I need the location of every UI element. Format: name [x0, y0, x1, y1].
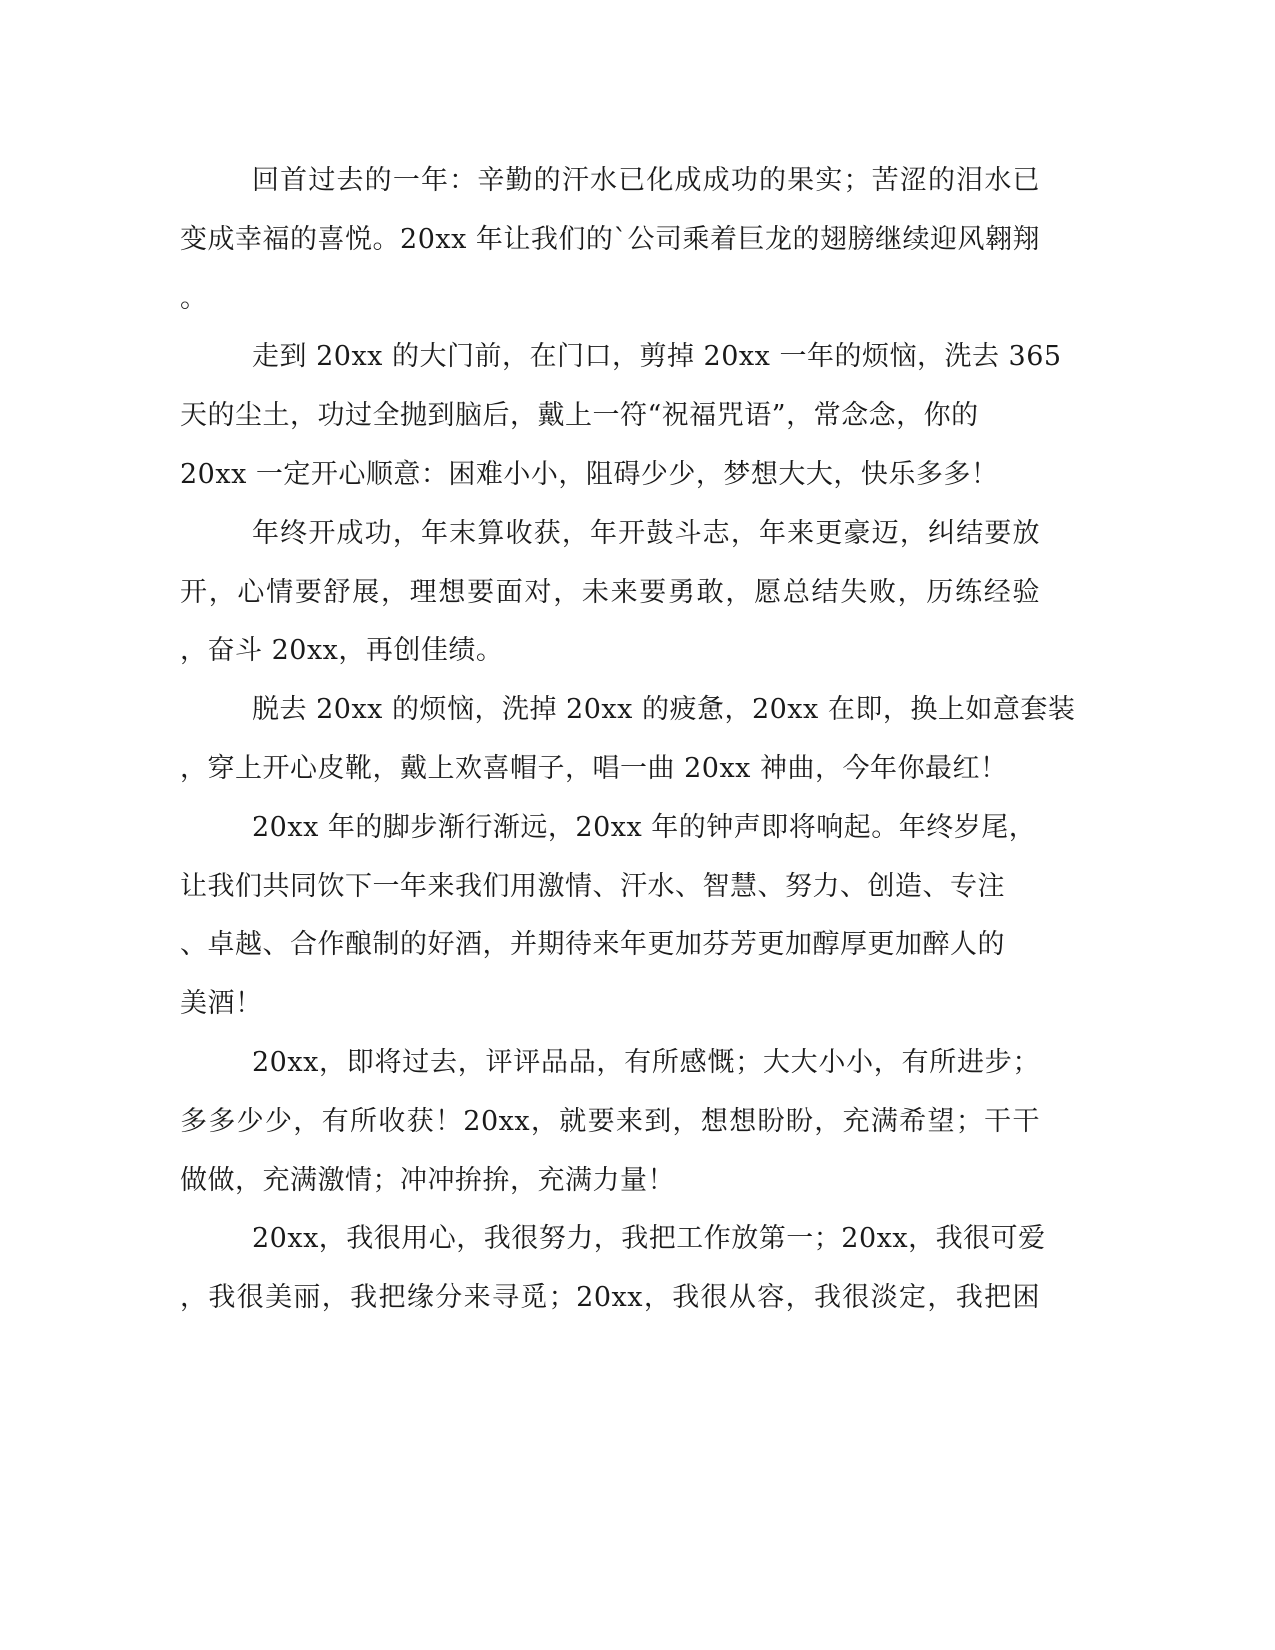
document-body — [180, 152, 1076, 1328]
paragraph-5-line-1: 20xx 年的脚步渐行渐远，20xx 年的钟声即将响起。年终岁尾， — [252, 811, 1037, 843]
paragraph-6-line-3: 做做，充满激情；冲冲拚拚，充满力量！ — [180, 1164, 675, 1196]
paragraph-1-line-2: 变成幸福的喜悦。20xx 年让我们的`公司乘着巨龙的翅膀继续迎风翱翔 — [180, 223, 1040, 255]
paragraph-3-line-2: 开，心情要舒展，理想要面对，未来要勇敢，愿总结失败，历练经验 — [180, 576, 1040, 608]
paragraph-3-line-1: 年终开成功，年末算收获，年开鼓斗志，年来更豪迈，纠结要放 — [252, 517, 1040, 549]
paragraph-2-line-3: 20xx 一定开心顺意：困难小小，阻碍少少，梦想大大，快乐多多！ — [180, 458, 999, 490]
paragraph-5-line-3: 、卓越、合作酿制的好酒，并期待来年更加芬芳更加醇厚更加醉人的 — [180, 929, 1005, 961]
paragraph-1-line-1: 回首过去的一年：辛勤的汗水已化成成功的果实；苦涩的泪水已 — [252, 165, 1040, 196]
paragraph-5-line-2: 让我们共同饮下一年来我们用激情、汗水、智慧、努力、创造、专注 — [180, 870, 1005, 902]
paragraph-2-line-2: 天的尘土，功过全抛到脑后，戴上一符“祝福咒语”，常念念，你的 — [180, 400, 979, 432]
paragraph-1-line-3: 。 — [180, 282, 208, 314]
paragraph-6-line-1: 20xx，即将过去，评评品品，有所感慨；大大小小，有所进步； — [252, 1046, 1040, 1078]
paragraph-4-line-1: 脱去 20xx 的烦恼，洗掉 20xx 的疲惫，20xx 在即，换上如意套装 — [252, 694, 1076, 726]
paragraph-6-line-2: 多多少少，有所收获！20xx，就要来到，想想盼盼，充满希望；干干 — [180, 1105, 1040, 1137]
paragraph-2-line-1: 走到 20xx 的大门前，在门口，剪掉 20xx 一年的烦恼，洗去 365 — [252, 341, 1062, 373]
paragraph-7-line-1: 20xx，我很用心，我很努力，我把工作放第一；20xx，我很可爱 — [252, 1223, 1046, 1255]
paragraph-3-line-3: ，奋斗 20xx，再创佳绩。 — [180, 635, 504, 667]
paragraph-5-line-4: 美酒！ — [180, 988, 263, 1020]
paragraph-7-line-2: ，我很美丽，我把缘分来寻觅；20xx，我很从容，我很淡定，我把困 — [180, 1282, 1040, 1314]
paragraph-4-line-2: ，穿上开心皮靴，戴上欢喜帽子，唱一曲 20xx 神曲，今年你最红！ — [180, 752, 1008, 784]
